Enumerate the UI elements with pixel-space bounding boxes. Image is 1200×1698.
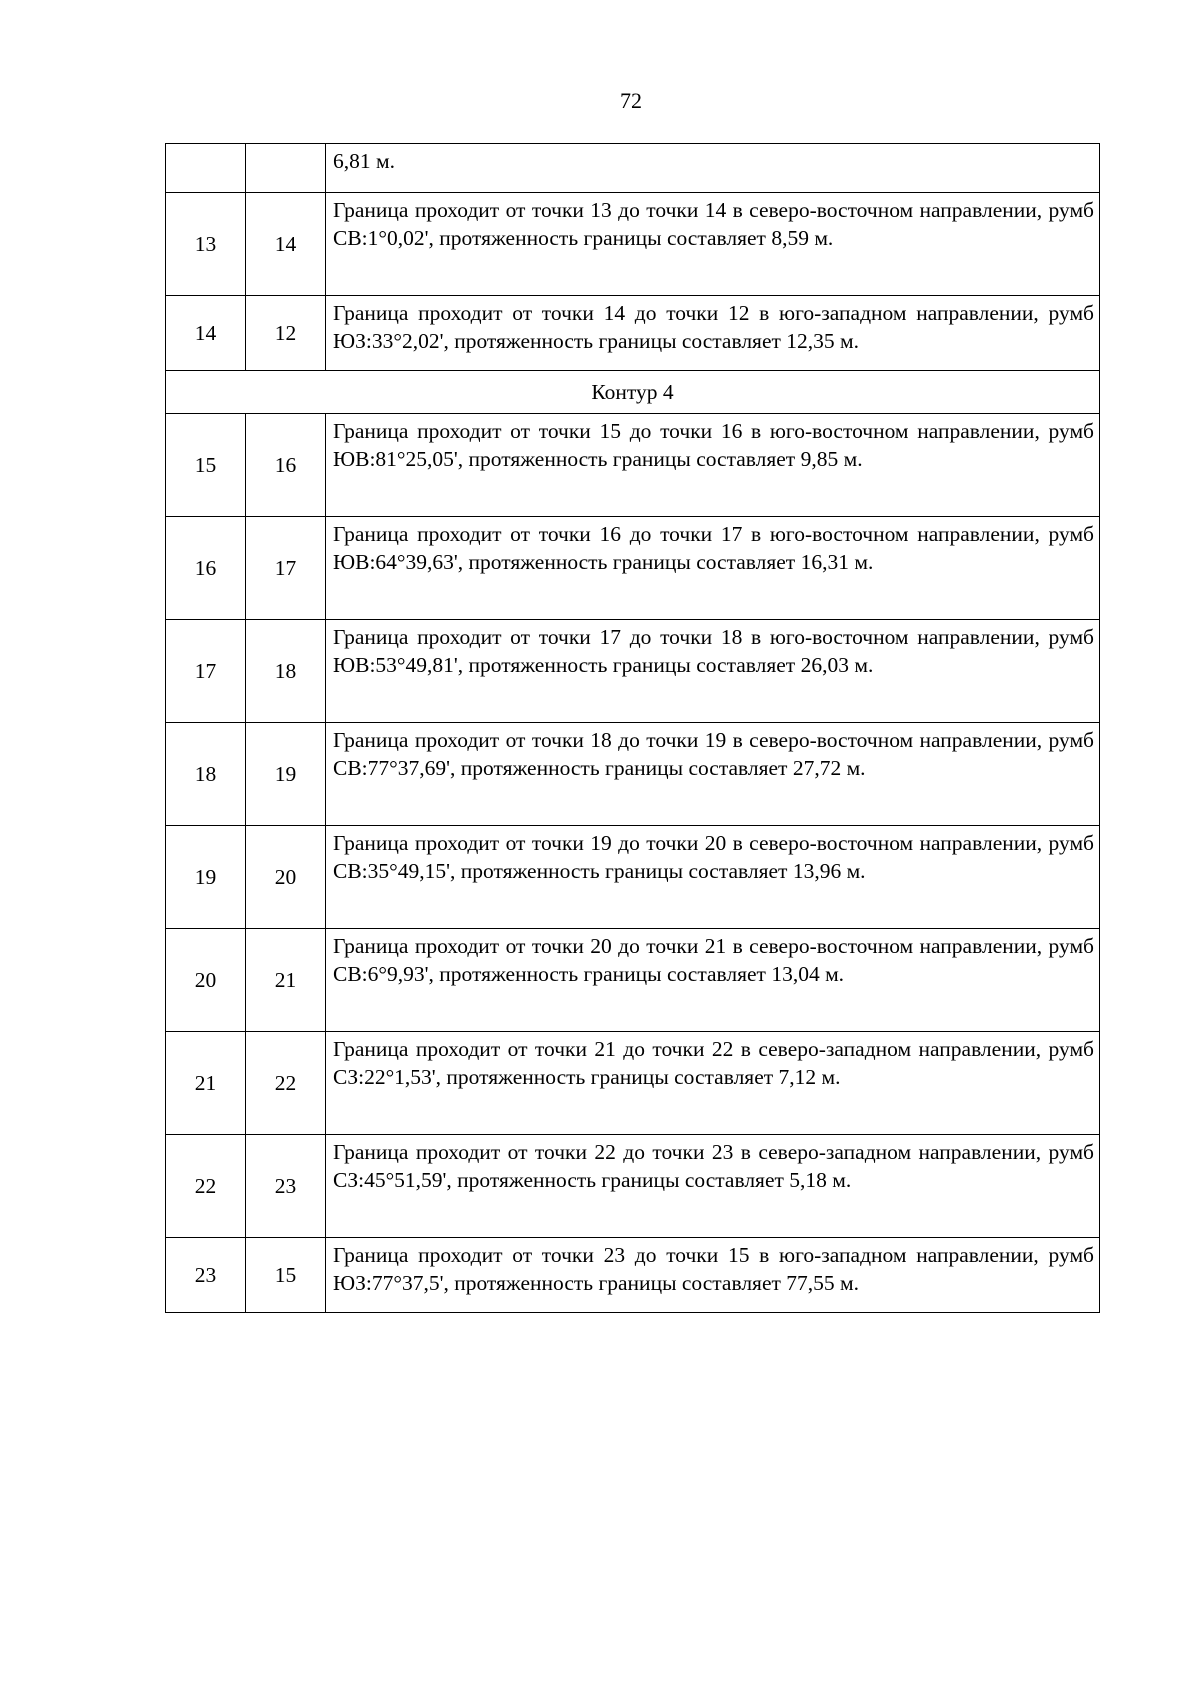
point-to: 19 (246, 723, 326, 826)
point-to: 15 (246, 1238, 326, 1313)
point-from: 18 (166, 723, 246, 826)
boundary-description: Граница проходит от точки 22 до точки 23 в северо-западном направлении, румб СЗ:45°51,59', протяженность границы составляет 5,18 м. (326, 1135, 1100, 1238)
point-from: 16 (166, 517, 246, 620)
boundary-description: Граница проходит от точки 14 до точки 12 в юго-западном направлении, румб ЮЗ:33°2,02', протяженность границы составляет 12,35 м. (326, 296, 1100, 371)
point-to: 12 (246, 296, 326, 371)
table-row (166, 1032, 1100, 1135)
table-row (166, 1135, 1100, 1238)
boundary-description: Граница проходит от точки 18 до точки 19 в северо-восточном направлении, румб СВ:77°37,69', протяженность границы составляет 27,72 м. (326, 723, 1100, 826)
point-from: 22 (166, 1135, 246, 1238)
point-to: 18 (246, 620, 326, 723)
point-to: 21 (246, 929, 326, 1032)
table-row (166, 826, 1100, 929)
table-row (166, 620, 1100, 723)
point-to: 23 (246, 1135, 326, 1238)
point-from: 15 (166, 414, 246, 517)
point-to: 14 (246, 193, 326, 296)
table-row (166, 296, 1100, 371)
point-to: 20 (246, 826, 326, 929)
table-row (166, 414, 1100, 517)
table-row (166, 193, 1100, 296)
boundary-description: Граница проходит от точки 19 до точки 20 в северо-восточном направлении, румб СВ:35°49,15', протяженность границы составляет 13,96 м. (326, 826, 1100, 929)
boundary-description: Граница проходит от точки 21 до точки 22 в северо-западном направлении, румб СЗ:22°1,53', протяженность границы составляет 7,12 м. (326, 1032, 1100, 1135)
point-from (166, 144, 246, 193)
contour-heading-row (166, 371, 1100, 414)
table-row (166, 1238, 1100, 1313)
table-row (166, 144, 1100, 193)
boundary-description: Граница проходит от точки 15 до точки 16 в юго-восточном направлении, румб ЮВ:81°25,05', протяженность границы составляет 9,85 м. (326, 414, 1100, 517)
boundary-description: Граница проходит от точки 16 до точки 17 в юго-восточном направлении, румб ЮВ:64°39,63', протяженность границы составляет 16,31 м. (326, 517, 1100, 620)
point-to: 17 (246, 517, 326, 620)
boundary-description: Граница проходит от точки 17 до точки 18 в юго-восточном направлении, румб ЮВ:53°49,81', протяженность границы составляет 26,03 м. (326, 620, 1100, 723)
point-from: 20 (166, 929, 246, 1032)
table-row (166, 517, 1100, 620)
table-row (166, 723, 1100, 826)
point-from: 23 (166, 1238, 246, 1313)
boundary-description: 6,81 м. (326, 144, 1100, 193)
point-from: 17 (166, 620, 246, 723)
point-to: 16 (246, 414, 326, 517)
boundary-description: Граница проходит от точки 20 до точки 21 в северо-восточном направлении, румб СВ:6°9,93', протяженность границы составляет 13,04 м. (326, 929, 1100, 1032)
point-from: 21 (166, 1032, 246, 1135)
boundary-table (165, 143, 1100, 1313)
boundary-description: Граница проходит от точки 13 до точки 14 в северо-восточном направлении, румб СВ:1°0,02', протяженность границы составляет 8,59 м. (326, 193, 1100, 296)
point-to (246, 144, 326, 193)
page-number: 72 (620, 88, 642, 113)
point-from: 13 (166, 193, 246, 296)
table-row (166, 929, 1100, 1032)
point-from: 19 (166, 826, 246, 929)
point-from: 14 (166, 296, 246, 371)
point-to: 22 (246, 1032, 326, 1135)
boundary-description: Граница проходит от точки 23 до точки 15 в юго-западном направлении, румб ЮЗ:77°37,5', протяженность границы составляет 77,55 м. (326, 1238, 1100, 1313)
contour-heading: Контур 4 (166, 371, 1100, 414)
